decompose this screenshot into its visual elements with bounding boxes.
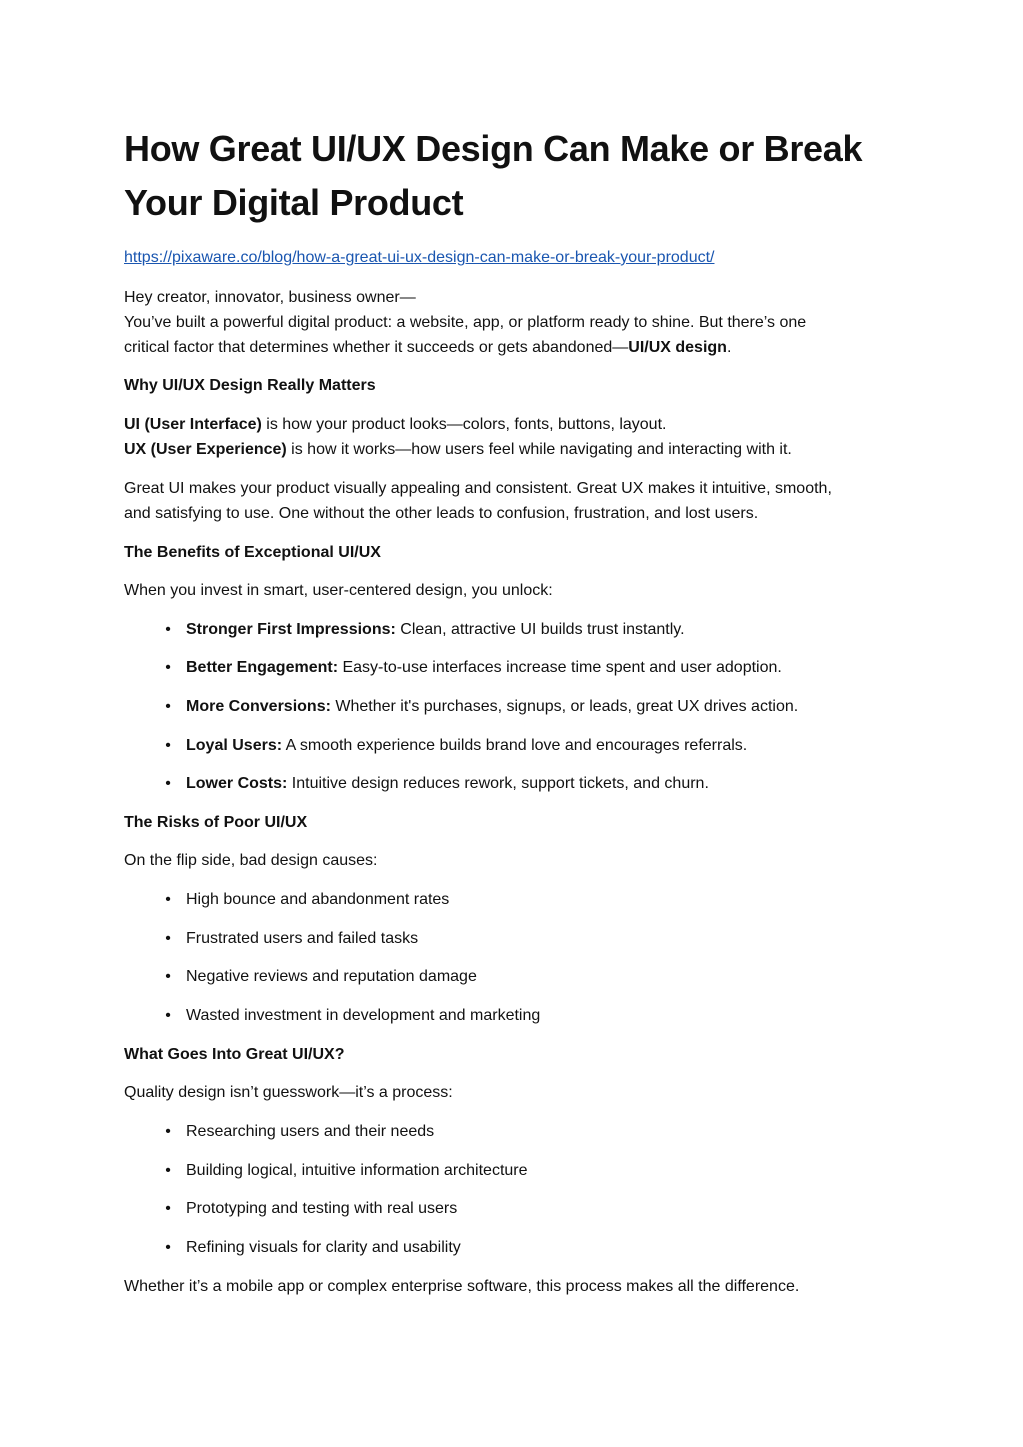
list-item-text: High bounce and abandonment rates (186, 891, 450, 908)
benefit-desc: Easy-to-use interfaces increase time spent and user adoption. (338, 659, 782, 676)
risks-heading: The Risks of Poor UI/UX (124, 814, 308, 831)
intro-line-3-bold: UI/UX design (628, 339, 727, 356)
benefit-term: Stronger First Impressions: (186, 621, 396, 638)
benefit-term: Better Engagement: (186, 659, 339, 676)
intro-line-2: You’ve built a powerful digital product: a website, app, or platform ready to shine. But there’s one (124, 314, 807, 331)
bullet-icon: • (165, 621, 171, 638)
title-line-1: How Great UI/UX Design Can Make or Break (124, 128, 863, 169)
ux-term: UX (User Experience) (124, 441, 287, 458)
intro-line-3 (124, 335, 899, 360)
ux-definition (124, 437, 899, 462)
benefit-desc: Intuitive design reduces rework, support tickets, and churn. (287, 775, 709, 792)
why-para-line-2: and satisfying to use. One without the other leads to confusion, frustration, and lost users. (124, 505, 759, 522)
bullet-icon: • (165, 891, 171, 908)
process-intro: Quality design isn’t guesswork—it’s a process: (124, 1084, 453, 1101)
benefits-heading: The Benefits of Exceptional UI/UX (124, 544, 381, 561)
benefit-desc: Whether it's purchases, signups, or leads, great UX drives action. (330, 698, 799, 715)
bullet-icon: • (165, 968, 171, 985)
why-para-line-1: Great UI makes your product visually appealing and consistent. Great UX makes it intuitive, smooth, (124, 480, 832, 497)
bullet-icon: • (165, 775, 171, 792)
list-item-text (186, 694, 798, 719)
risks-intro: On the flip side, bad design causes: (124, 852, 378, 869)
intro-line-3-suffix: . (726, 339, 732, 356)
list-item-text (186, 733, 747, 758)
list-item-text (186, 617, 685, 642)
bullet-icon: • (165, 737, 171, 754)
bullet-icon: • (165, 698, 171, 715)
intro-greeting: Hey creator, innovator, business owner— (124, 289, 416, 306)
bullet-icon: • (165, 659, 171, 676)
list-item-text: Negative reviews and reputation damage (186, 968, 477, 985)
list-item-text (186, 771, 709, 796)
benefit-term: More Conversions: (186, 698, 331, 715)
bullet-icon: • (165, 1239, 171, 1256)
list-item-text: Frustrated users and failed tasks (186, 930, 419, 947)
list-item-text (186, 655, 782, 680)
source-link[interactable]: https://pixaware.co/blog/how-a-great-ui-ux-design-can-make-or-break-your-product/ (124, 249, 715, 266)
title-line-2: Your Digital Product (124, 182, 464, 223)
benefit-desc: A smooth experience builds brand love and encourages referrals. (282, 737, 748, 754)
list-item-text: Prototyping and testing with real users (186, 1200, 458, 1217)
ui-term: UI (User Interface) (124, 416, 262, 433)
ui-desc: is how your product looks—colors, fonts, buttons, layout. (261, 416, 667, 433)
list-item-text: Researching users and their needs (186, 1123, 435, 1140)
benefit-desc: Clean, attractive UI builds trust instantly. (395, 621, 685, 638)
benefit-term: Loyal Users: (186, 737, 283, 754)
list-item-text: Building logical, intuitive information architecture (186, 1162, 528, 1179)
list-item-text: Wasted investment in development and marketing (186, 1007, 541, 1024)
benefits-intro: When you invest in smart, user-centered design, you unlock: (124, 582, 553, 599)
bullet-icon: • (165, 930, 171, 947)
page-title (124, 122, 899, 230)
process-heading: What Goes Into Great UI/UX? (124, 1046, 345, 1063)
bullet-icon: • (165, 1123, 171, 1140)
list-item-text: Refining visuals for clarity and usability (186, 1239, 461, 1256)
ui-definition (124, 412, 899, 437)
why-heading: Why UI/UX Design Really Matters (124, 377, 376, 394)
benefit-term: Lower Costs: (186, 775, 288, 792)
intro-line-3-prefix: critical factor that determines whether it succeeds or gets abandoned— (124, 339, 629, 356)
bullet-icon: • (165, 1162, 171, 1179)
ux-desc: is how it works—how users feel while navigating and interacting with it. (286, 441, 792, 458)
closing-text: Whether it’s a mobile app or complex enterprise software, this process makes all the difference. (124, 1278, 800, 1295)
bullet-icon: • (165, 1007, 171, 1024)
bullet-icon: • (165, 1200, 171, 1217)
